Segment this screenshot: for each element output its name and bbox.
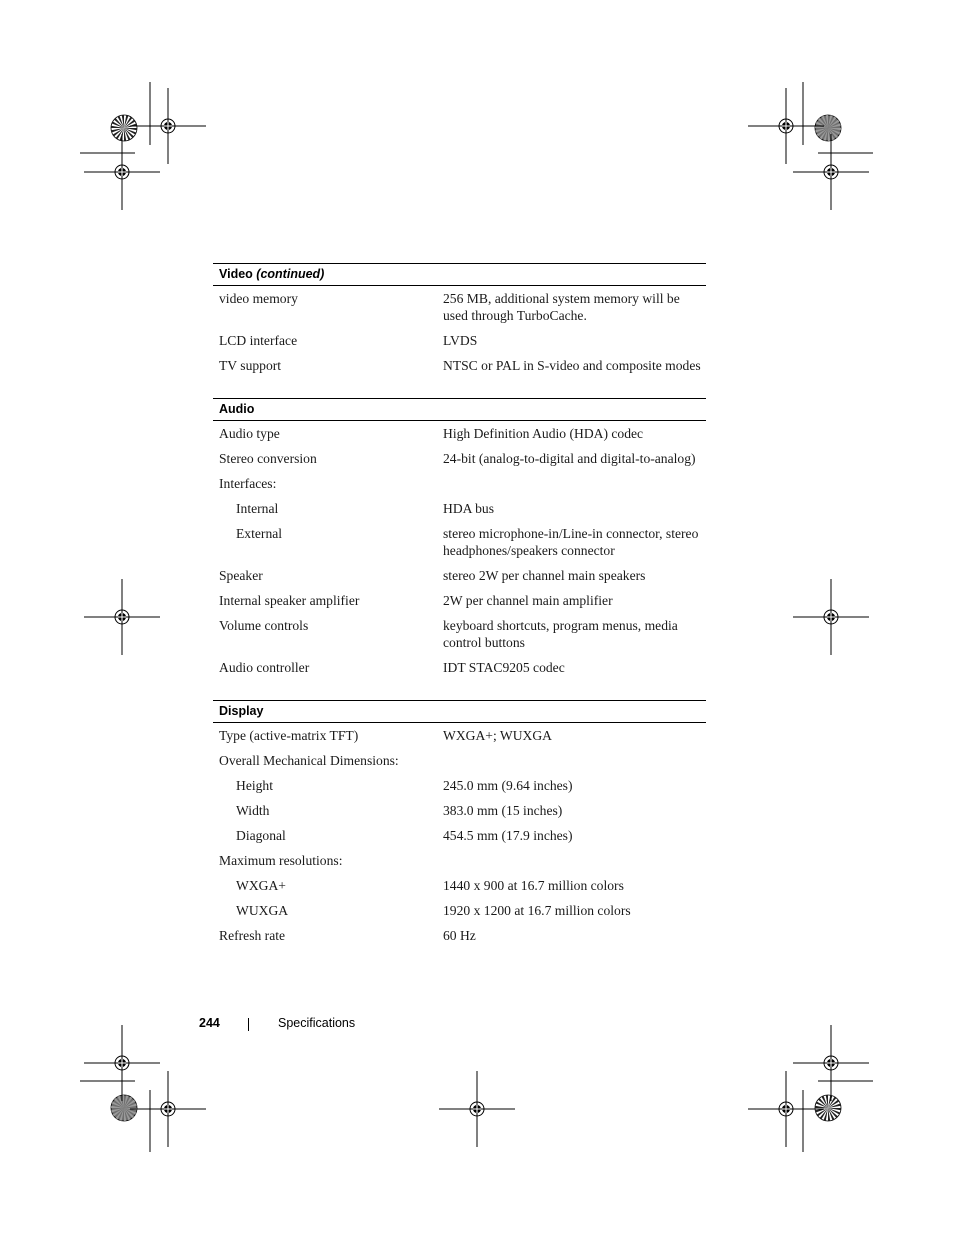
spec-label: Diagonal: [236, 828, 286, 843]
spec-row: [213, 617, 706, 651]
color-bar-starburst-icon: [815, 1095, 841, 1121]
color-bar-starburst-icon: [815, 115, 841, 141]
spec-row: [213, 290, 706, 324]
spec-row: [213, 802, 706, 819]
spec-value: 454.5 mm (17.9 inches): [443, 828, 573, 843]
spec-label: External: [236, 526, 283, 541]
spec-value: 1920 x 1200 at 16.7 million colors: [443, 903, 631, 918]
spec-label: Internal: [236, 501, 279, 516]
spec-label: Internal speaker amplifier: [219, 593, 360, 608]
spec-row: [213, 727, 706, 744]
spec-label: TV support: [219, 358, 282, 373]
section-heading: [213, 700, 706, 723]
registration-target-icon: [84, 579, 160, 655]
spec-label: LCD interface: [219, 333, 298, 348]
registration-target-icon: [84, 134, 160, 210]
spec-row: [213, 927, 706, 944]
spec-value: 256 MB, additional system memory will be used through TurboCache.: [443, 291, 680, 323]
spec-row: [213, 592, 706, 609]
page-number: 244: [199, 1016, 220, 1030]
spec-value: HDA bus: [443, 501, 494, 516]
footer-section-title: Specifications: [278, 1016, 356, 1030]
spec-table: [213, 263, 706, 968]
spec-section-display: [213, 700, 706, 944]
section-title: Video: [219, 267, 253, 281]
spec-value: stereo microphone-in/Line-in connector, stereo headphones/speakers connector: [443, 526, 699, 558]
spec-label: Height: [236, 778, 273, 793]
color-bar-starburst-icon: [111, 1095, 137, 1121]
spec-section-video: [213, 263, 706, 374]
spec-value: 383.0 mm (15 inches): [443, 803, 563, 818]
registration-target-icon: [748, 1071, 824, 1147]
spec-label: Overall Mechanical Dimensions:: [219, 753, 399, 768]
spec-value: 2W per channel main amplifier: [443, 593, 613, 608]
spec-value: stereo 2W per channel main speakers: [443, 568, 646, 583]
spec-label: Refresh rate: [219, 928, 286, 943]
section-heading: [213, 398, 706, 421]
spec-row: [213, 827, 706, 844]
spec-row: [213, 525, 706, 559]
spec-label: Audio controller: [219, 660, 310, 675]
registration-target-icon: [748, 88, 824, 164]
spec-label: Speaker: [219, 568, 263, 583]
registration-target-icon: [793, 579, 869, 655]
spec-value: 245.0 mm (9.64 inches): [443, 778, 573, 793]
section-title: Display: [219, 704, 264, 718]
spec-label: WUXGA: [236, 903, 289, 918]
spec-row: [213, 332, 706, 349]
spec-row: [213, 500, 706, 517]
registration-target-icon: [84, 1025, 160, 1101]
spec-label: Volume controls: [219, 618, 309, 633]
spec-value: 60 Hz: [443, 928, 476, 943]
spec-value: 24-bit (analog-to-digital and digital-to-analog): [443, 451, 696, 466]
spec-row: [213, 450, 706, 467]
registration-target-icon: [130, 88, 206, 164]
spec-row: [213, 902, 706, 919]
spec-value: [438, 852, 705, 869]
spec-value: WXGA+; WUXGA: [443, 728, 552, 743]
spec-value: LVDS: [443, 333, 478, 348]
spec-row: [213, 752, 706, 769]
spec-row: [213, 475, 706, 492]
color-bar-starburst-icon: [111, 115, 137, 141]
spec-row: [213, 425, 706, 442]
spec-section-audio: [213, 398, 706, 676]
spec-value: 1440 x 900 at 16.7 million colors: [443, 878, 624, 893]
spec-label: video memory: [219, 291, 298, 306]
registration-target-icon: [793, 1025, 869, 1101]
section-title: Audio: [219, 402, 255, 416]
footer-separator: [248, 1018, 249, 1031]
spec-label: Width: [236, 803, 270, 818]
registration-target-icon: [130, 1071, 206, 1147]
spec-row: [213, 877, 706, 894]
spec-label: Stereo conversion: [219, 451, 317, 466]
spec-row: [213, 659, 706, 676]
spec-value: IDT STAC9205 codec: [443, 660, 565, 675]
spec-value: keyboard shortcuts, program menus, media control buttons: [443, 618, 678, 650]
section-title-suffix: (continued): [256, 267, 325, 281]
registration-target-icon: [439, 1071, 515, 1147]
spec-label: WXGA+: [236, 878, 286, 893]
spec-label: Type (active-matrix TFT): [219, 728, 359, 743]
spec-value: NTSC or PAL in S-video and composite modes: [443, 358, 701, 373]
registration-target-icon: [793, 134, 869, 210]
spec-row: [213, 777, 706, 794]
spec-value: High Definition Audio (HDA) codec: [443, 426, 644, 441]
spec-value: [438, 475, 705, 492]
spec-row: [213, 357, 706, 374]
spec-value: [438, 752, 705, 769]
spec-row: [213, 567, 706, 584]
section-heading: [213, 263, 706, 286]
spec-label: Audio type: [219, 426, 280, 441]
spec-label: Maximum resolutions:: [219, 853, 343, 868]
spec-label: Interfaces:: [219, 476, 277, 491]
spec-row: [213, 852, 706, 869]
